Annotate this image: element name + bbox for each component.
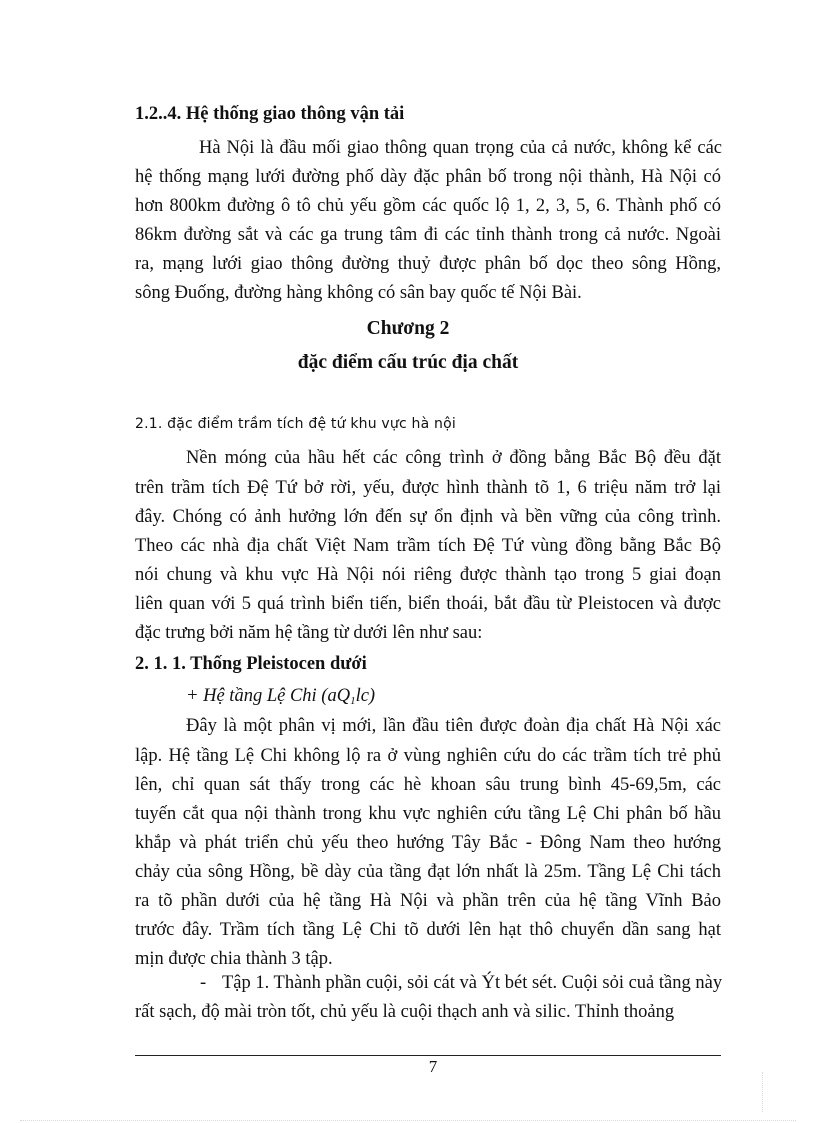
paragraph-line: hơn 800km đường ô tô chủ yếu gồm các quốc lộ 1, 2, 3, 5, 6. Thành phố có: [135, 196, 721, 216]
paragraph-line: Hà Nội là đầu mối giao thông quan trọng của cả nước, không kể các: [199, 138, 722, 158]
page-edge-dotted-mark: [762, 1072, 763, 1112]
paragraph-line: hệ thống mạng lưới đường phố dày đặc phân bố trong nội thành, Hà Nội có: [135, 167, 721, 187]
section-heading-quaternary: 2.1. đặc điểm trầm tích đệ tứ khu vực hà nội: [135, 416, 456, 432]
page-number: 7: [428, 1057, 438, 1076]
paragraph-line: khắp và phát triển chủ yếu theo hướng Tây Bắc - Đông Nam theo hướng: [135, 833, 721, 853]
paragraph-line: ra, mạng lưới giao thông đường thuỷ được phân bố dọc theo sông Hồng,: [135, 254, 721, 274]
paragraph-line: 86km đường sắt và các ga trung tâm đi các tỉnh thành trong cả nước. Ngoài: [135, 225, 721, 245]
formation-subscript: 1: [350, 695, 356, 707]
paragraph-line: lên, chỉ quan sát thấy trong các hè khoan sâu trung bình 45-69,5m, các: [135, 775, 721, 795]
page-edge-dotted-line: [20, 1120, 796, 1121]
paragraph-line: trên trầm tích Đệ Tứ bở rời, yếu, được hình thành tõ 1, 6 triệu năm trở lại: [135, 478, 721, 498]
footer-rule: [135, 1055, 721, 1056]
formation-label: [186, 686, 375, 707]
paragraph-line: lập. Hệ tầng Lệ Chi không lộ ra ở vùng nghiên cứu do các trầm tích trẻ phủ: [135, 746, 721, 766]
formation-label-text: + Hệ tầng Lệ Chi (aQ: [186, 686, 351, 706]
paragraph-line: Theo các nhà địa chất Việt Nam trầm tích Đệ Tứ vùng đồng bằng Bắc Bộ: [135, 536, 721, 556]
paragraph-line: tuyến cắt qua nội thành trong khu vực nghiên cứu tầng Lệ Chi phân bố hầu: [135, 804, 721, 824]
paragraph-line: Nền móng của hầu hết các công trình ở đồng bằng Bắc Bộ đều đặt: [186, 448, 721, 468]
paragraph-line: Tập 1. Thành phần cuội, sỏi cát và Ýt bét sét. Cuội sỏi cuả tầng này: [222, 973, 723, 993]
paragraph-line: rất sạch, độ mài tròn tốt, chủ yếu là cuội thạch anh và silic. Thỉnh thoảng: [135, 1002, 675, 1022]
paragraph-line: đặc trưng bởi năm hệ tầng từ dưới lên như sau:: [135, 623, 483, 643]
formation-label-suffix: lc): [355, 686, 376, 706]
paragraph-line: nói chung và khu vực Hà Nội nói riêng được thành tạo trong 5 giai đoạn: [135, 565, 721, 585]
paragraph-line: liên quan với 5 quá trình biển tiến, biển thoái, bắt đầu từ Pleistocen và được: [135, 594, 721, 614]
paragraph-line: đây. Chóng có ảnh hưởng lớn đến sự ổn định và bền vững của công trình.: [135, 507, 721, 527]
paragraph-line: Đây là một phân vị mới, lần đầu tiên được đoàn địa chất Hà Nội xác: [186, 716, 721, 736]
paragraph-line: mịn được chia thành 3 tập.: [135, 949, 333, 969]
paragraph-line: chảy của sông Hồng, bề dày của tầng đạt lớn nhất là 25m. Tầng Lệ Chi tách: [135, 862, 721, 882]
section-heading-transport: 1.2..4. Hệ thống giao thông vận tải: [135, 104, 405, 124]
paragraph-line: ra tõ phần dưới của hệ tầng Hà Nội và phần trên của hệ tầng Vĩnh Bảo: [135, 891, 721, 911]
bullet-marker: -: [200, 973, 207, 993]
paragraph-line: trước đây. Trầm tích tầng Lệ Chi tõ dưới lên hạt thô chuyển dần sang hạt: [135, 920, 721, 940]
chapter-number: Chương 2: [366, 318, 450, 339]
chapter-title: đặc điểm cấu trúc địa chất: [297, 352, 519, 373]
paragraph-line: sông Đuống, đường hàng không có sân bay quốc tế Nội Bài.: [135, 283, 582, 303]
section-heading-pleistocene: 2. 1. 1. Thống Pleistocen dưới: [135, 654, 367, 674]
